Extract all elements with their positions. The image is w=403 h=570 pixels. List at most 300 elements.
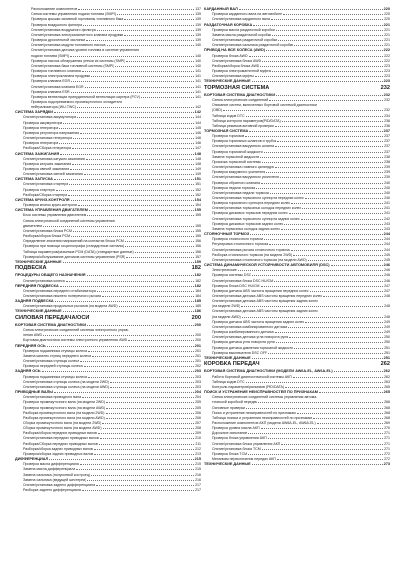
toc-page-number: 220 — [384, 12, 390, 17]
toc-entry-title: Снятие/установка генератора — [23, 136, 72, 141]
toc-entry-title: Разборка/Сборка стартера — [23, 192, 68, 197]
toc-page-number: 200 — [194, 323, 201, 327]
toc-page-number: 185 — [195, 304, 201, 309]
toc-entry-title: Снятие/установка ступицы колеса — [23, 359, 80, 364]
toc-entry-title: Замена масла дифференциала — [23, 467, 76, 472]
toc-page-number: 271 — [384, 431, 390, 436]
toc-page-number: 141 — [195, 79, 201, 84]
toc-entry-title: Замена шпилек ступиц переднего колеса — [23, 353, 92, 358]
toc-entry-title: Проверка при помощи осциллографа (стандартные сигналы) — [23, 244, 125, 249]
toc-dot-leader — [68, 195, 194, 196]
toc-entry-title: Контроль параметров/разъемов (PID/DATA) — [212, 384, 285, 389]
toc-dot-leader — [239, 9, 383, 10]
toc-page-number: 141 — [195, 84, 201, 89]
toc-page-number: 200 — [191, 314, 201, 321]
toc-dot-leader — [281, 229, 383, 230]
toc-page-number: 247 — [384, 288, 390, 293]
toc-page-number: 216 — [195, 477, 201, 482]
toc-page-number: 139 — [195, 32, 201, 37]
toc-page-number: 157 — [195, 254, 201, 259]
toc-entry-title: Снятие/установка тормозного суппорта передних колес — [212, 196, 304, 201]
toc-page-number: 245 — [384, 257, 390, 262]
toc-entry-title: Проверка датчика ABS частоты вращения задних колес — [212, 319, 305, 324]
toc-entry-title: Снятие/установка блока управления АКП — [212, 441, 281, 446]
toc-entry-title: двигателем — [23, 223, 42, 228]
toc-dot-leader — [262, 449, 383, 450]
toc-dot-leader — [66, 281, 194, 282]
toc-page-number: 241 — [384, 206, 390, 211]
toc-dot-leader — [60, 286, 194, 287]
toc-entry-title: Бортовая диагностика системы электронного управления AWD — [23, 338, 128, 343]
toc-entry-title: Таблица контроля параметров(PID/DATA) — [212, 118, 281, 123]
toc-page-number: 215 — [195, 462, 201, 467]
toc-page-number: 148 — [195, 161, 201, 166]
toc-dot-leader — [87, 275, 194, 276]
toc-page-number: 271 — [384, 446, 390, 451]
toc-section-heading — [15, 313, 201, 321]
toc-page-number: 246 — [384, 273, 390, 278]
toc-entry-title: Таблица поиска и устранения неисправностей по признакам — [212, 415, 312, 420]
toc-dot-leader — [284, 224, 383, 225]
toc-entry-title: ПРИВОДНЫЕ ВАЛЫ — [15, 390, 54, 395]
toc-dot-leader — [289, 213, 383, 214]
toc-page-number: 241 — [384, 201, 390, 206]
toc-dot-leader — [128, 340, 194, 341]
toc-entry-title: Проверка масла раздаточной коробки — [212, 27, 275, 32]
toc-page-number: 156 — [195, 244, 201, 249]
toc-entry-title: Снятие/установка заднего дифференциала — [23, 482, 96, 487]
toc-dot-leader — [275, 126, 384, 127]
toc-page-number: 240 — [384, 190, 390, 195]
toc-entry-title: Снятие/установка клапана EGR — [31, 84, 84, 89]
toc-dot-leader — [125, 241, 194, 242]
toc-entry-title: тической коробкой передач — [212, 400, 258, 405]
toc-entry-title: Снятие/установка аккумулятора — [23, 115, 76, 120]
toc-dot-leader — [238, 270, 383, 271]
toc-entry-title: Проверка вакуумного усилителя — [212, 170, 266, 175]
toc-entry-title: Таблица параметров/разъемов PCM (DATA) (стандартные данные) — [23, 249, 134, 254]
toc-entry-title: РАЗДАТОЧНАЯ КОРОБКА — [204, 22, 253, 27]
toc-dot-leader — [88, 351, 194, 352]
toc-entry-title: Проверка тормозного суппорта передних колес — [212, 201, 291, 206]
toc-entry-title: Проверка клапана EGR — [31, 79, 71, 84]
toc-dot-leader — [276, 30, 383, 31]
toc-page-number: 217 — [195, 488, 201, 492]
toc-entry-title: Проверка катушек зажигания — [23, 161, 72, 166]
toc-dot-leader — [294, 45, 383, 46]
toc-page-number: 208 — [195, 426, 201, 431]
toc-entry-title: Снятие/установка свечей зажигания — [23, 172, 83, 177]
toc-entry-title: СИСТЕМА УПРАВЛЕНИЯ ДВИГАТЕЛЕМ — [15, 208, 88, 213]
toc-dot-leader — [317, 423, 383, 424]
toc-dot-leader — [84, 366, 195, 367]
toc-dot-leader — [288, 327, 383, 328]
toc-page-number: 182 — [194, 273, 201, 278]
toc-entry-title: ТЕХНИЧЕСКИЕ ДАННЫЕ — [204, 79, 251, 84]
toc-entry-title: Проверка масла дифференциала — [23, 462, 79, 467]
toc-dot-leader — [71, 200, 194, 201]
toc-dot-leader — [99, 444, 195, 445]
toc-entry-title: Проверка дисковых тормозов задних колес — [212, 221, 284, 226]
toc-page-number: 139 — [195, 22, 201, 27]
toc-entry-title: Снятие/установка модуля топливного насоса — [31, 43, 106, 48]
toc-dot-leader — [70, 169, 194, 170]
toc-page-number: 236 — [384, 123, 390, 128]
toc-entry-title: Разборка/Сборка генератора — [23, 146, 71, 151]
toc-dot-leader — [91, 475, 194, 476]
toc-dot-leader — [73, 138, 194, 139]
toc-entry-title: Таблица режимов активной проверки — [212, 123, 274, 128]
toc-dot-leader — [305, 322, 383, 323]
toc-entry-title: Проверка карданного вала на автомобиле — [212, 12, 283, 17]
toc-page-number: 221 — [383, 22, 390, 27]
toc-page-number: 271 — [384, 436, 390, 441]
toc-page-number: 215 — [195, 467, 201, 472]
toc-page-number: 221 — [384, 43, 390, 48]
toc-page-number: 249 — [384, 324, 390, 329]
toc-entry-title: Снятие/установка стартера — [23, 182, 69, 187]
toc-entry-title: Снятие/установка ступицы колеса (на модели AWD) — [23, 384, 110, 389]
toc-page-number: 246 — [383, 263, 390, 268]
toc-dot-leader — [302, 208, 383, 209]
toc-entry-title: Блок системы управления двигателем — [23, 213, 87, 218]
toc-entry-title: Замена тормозных колодок задних колес — [212, 226, 280, 231]
toc-page-number: 265 — [383, 390, 390, 395]
toc-dot-leader — [59, 128, 194, 129]
toc-entry-title: Проверка подогреваемого промежуточного охладителя — [31, 99, 123, 104]
toc-page-number: 185 — [194, 299, 201, 304]
toc-entry-title: ТЕХНИЧЕСКИЕ ДАННЫЕ — [15, 259, 62, 264]
toc-page-number: 156 — [195, 239, 201, 244]
toc-dot-leader — [262, 162, 383, 163]
toc-entry-title: Проверка дроссельной заслонки — [31, 38, 86, 43]
toc-page-number: 240 — [384, 185, 390, 190]
toc-dot-leader — [252, 464, 383, 465]
toc-dot-leader — [285, 387, 383, 388]
toc-entry-title: Снятие/установка электромагнитного клапана продувки — [31, 32, 124, 37]
toc-entry-title: ПРИВОД НА ВСЕ КОЛЕСА (AWD) — [204, 48, 265, 53]
toc-dot-leader — [102, 423, 194, 424]
toc-dot-leader — [117, 14, 194, 15]
toc-page-number: 249 — [384, 330, 390, 335]
toc-page-number: 269 — [384, 420, 390, 425]
toc-entry-title: Снятие/установка комбинированного датчика — [212, 324, 288, 329]
toc-page-number: 149 — [195, 167, 201, 171]
toc-entry-title: Проверка подшипника ступицы колеса — [23, 348, 87, 353]
toc-page-number: 206 — [195, 410, 201, 415]
toc-page-number: 184 — [195, 288, 201, 293]
toc-page-number: 142 — [194, 110, 201, 115]
toc-page-number: 244 — [383, 232, 390, 237]
toc-dot-leader — [274, 281, 383, 282]
toc-dot-leader — [289, 337, 383, 338]
toc-page-number: 239 — [384, 170, 390, 175]
toc-entry-title: Снятие/установка катушек зажигания — [23, 156, 85, 161]
toc-dot-leader — [119, 306, 195, 307]
toc-dot-leader — [92, 356, 194, 357]
toc-dot-leader — [60, 154, 194, 155]
toc-entry-title: СТОЯНОЧНЫЙ ТОРМОЗ — [204, 232, 250, 237]
toc-page-number: 223 — [384, 74, 390, 79]
toc-dot-leader — [59, 143, 194, 144]
toc-page-number: 146 — [195, 130, 201, 135]
toc-page-number: 221 — [384, 38, 390, 43]
toc-dot-leader — [260, 66, 383, 67]
toc-entry-title: БОРТОВАЯ СИСТЕМА ДИАГНОСТИКИ — [15, 323, 87, 327]
toc-entry-title: Разборка/сборка блока PCM — [23, 234, 71, 239]
toc-entry-title: Проверка тормозной жидкости — [212, 149, 263, 154]
toc-entry-title: ТЕХНИЧЕСКИЕ ДАННЫЕ — [15, 309, 62, 314]
toc-page-number: 262 — [383, 369, 390, 374]
toc-entry-title: ТОРМОЗНАЯ СИСТЕМА — [204, 84, 270, 91]
toc-page-number: 262 — [384, 374, 390, 379]
toc-page-number: 156 — [195, 249, 201, 254]
toc-page-number: 184 — [195, 293, 201, 298]
toc-dot-leader — [96, 485, 194, 486]
toc-entry-title: Снятие/установка передних приводных валов — [23, 436, 99, 441]
toc-entry-title: Проверка генератора — [23, 141, 59, 146]
toc-page-number: 141 — [195, 89, 201, 94]
toc-dot-leader — [253, 25, 382, 26]
toc-entry-title: СИСТЕМА КРУИЗ-КОНТРОЛЯ — [15, 197, 70, 202]
toc-entry-title: Замена тормозной жидкости — [212, 154, 260, 159]
toc-entry-title: ПОДВЕСКА — [15, 265, 47, 272]
toc-page-number: 221 — [384, 32, 390, 37]
toc-dot-leader — [102, 296, 194, 297]
toc-entry-title: Схема электрических соединений — [212, 98, 269, 103]
toc-dot-leader — [305, 198, 383, 199]
toc-dot-leader — [69, 184, 194, 185]
toc-entry-title: Проверка электроклапана продувки — [31, 74, 91, 79]
toc-dot-leader — [266, 172, 383, 173]
toc-entry-title: подачи топлива (SMPI) — [31, 53, 69, 58]
toc-entry-title: ЗАДНЯЯ ПОДВЕСКА — [15, 299, 54, 304]
toc-page-number: 222 — [384, 53, 390, 58]
toc-entry-title: (OBD) — [212, 108, 223, 113]
toc-entry-title: Проверка уровня масла АКП — [212, 426, 260, 431]
toc-dot-leader — [47, 346, 194, 347]
toc-entry-title: нейтрализатора (WU-TWC) — [31, 105, 77, 110]
toc-dot-leader — [87, 480, 194, 481]
toc-entry-title: Снятие/установка раздаточной коробки — [212, 38, 278, 43]
toc-entry-title: Проверка/обслуживание датчиков системы управления (PSR) — [23, 254, 126, 259]
toc-page-number: 266 — [384, 400, 390, 405]
toc-entry-title: Проверка блока управления АКП — [212, 436, 267, 441]
toc-page-number: 243 — [384, 226, 390, 231]
toc-page-number: 213 — [195, 451, 201, 456]
toc-dot-leader — [275, 146, 383, 147]
toc-dot-leader — [49, 459, 193, 460]
toc-entry-title: Проверка тормозных шлангов и трубок — [212, 139, 277, 144]
toc-dot-leader — [63, 262, 194, 263]
toc-dot-leader — [107, 45, 195, 46]
toc-dot-leader — [86, 159, 194, 160]
toc-entry-title: Снятие/установка датчика ABS частоты вращения задних колес — [212, 309, 318, 314]
toc-page-number: 182 — [191, 265, 201, 272]
toc-dot-leader — [42, 371, 194, 372]
toc-dot-leader — [70, 56, 194, 57]
toc-entry-title: Схема системы управления подачи топлива (SMPI) — [31, 12, 117, 17]
toc-dot-leader — [126, 61, 194, 62]
toc-dot-leader — [291, 250, 384, 251]
toc-dot-leader — [77, 117, 194, 118]
toc-entry-title: Проверка вентиляции принудительной вентиляции картера (PCV) — [31, 94, 141, 99]
toc-entry-title: Проверка датчика ABS частоты вращения передних колес — [212, 288, 309, 293]
toc-dot-leader — [125, 246, 194, 247]
toc-page-number: 140 — [195, 43, 201, 48]
toc-dot-leader — [63, 311, 194, 312]
toc-dot-leader — [272, 35, 383, 36]
toc-entry-title: Снятие/установка блока TCM — [212, 446, 261, 451]
toc-page-number: 139 — [195, 17, 201, 22]
toc-page-number: 251 — [383, 355, 390, 360]
toc-page-number: 248 — [384, 304, 390, 309]
toc-entry-title: Схема электрических соединений системы управления автома- — [212, 395, 318, 400]
toc-dot-leader — [82, 490, 194, 491]
toc-page-number: 140 — [195, 63, 201, 68]
toc-page-number: 247 — [384, 283, 390, 288]
toc-page-number: 139 — [195, 27, 201, 32]
toc-entry-title: ПЕРЕДНЯЯ ОСЬ — [15, 343, 46, 348]
toc-entry-title: Схема электрических соединений системы электронного управ- — [23, 328, 129, 333]
toc-dot-leader — [258, 402, 383, 403]
toc-entry-title: Схема электрической соединений системы управления — [23, 218, 115, 223]
toc-dot-leader — [83, 25, 194, 26]
toc-page-number: 201 — [195, 359, 201, 364]
toc-dot-leader — [261, 183, 383, 184]
toc-entry-title: Снятие/установка карданного вала — [212, 17, 270, 22]
toc-dot-leader — [73, 231, 194, 232]
toc-page-number: 211 — [195, 441, 201, 446]
toc-page-number: 220 — [384, 17, 390, 22]
toc-page-number: 239 — [384, 165, 390, 170]
toc-page-number: 209 — [195, 431, 201, 436]
toc-page-number: 220 — [383, 7, 390, 12]
toc-dot-leader — [97, 30, 194, 31]
toc-dot-leader — [110, 387, 194, 388]
toc-page-number: 248 — [384, 293, 390, 298]
toc-dot-leader — [56, 190, 194, 191]
toc-dot-leader — [291, 203, 383, 204]
toc-entry-title: ПРОЦЕДУРЫ ОБЩЕГО НАЗНАЧЕНИЯ — [15, 273, 86, 278]
toc-page-number: 148 — [195, 156, 201, 161]
toc-entry-title: Снятие/установка блока AWD — [212, 58, 262, 63]
toc-dot-leader — [115, 66, 194, 67]
toc-entry-title: Разборка заднего дифференциала — [23, 488, 81, 492]
toc-page-number: 146 — [195, 136, 201, 141]
toc-dot-leader — [126, 257, 194, 258]
toc-dot-leader — [91, 76, 194, 77]
toc-dot-leader — [82, 397, 194, 398]
toc-page-number: 234 — [384, 113, 390, 118]
toc-page-number: 268 — [384, 415, 390, 420]
toc-entry-title: Проверка генератора — [23, 125, 59, 130]
toc-dot-leader — [264, 239, 383, 240]
toc-dot-leader — [269, 100, 383, 101]
toc-page-number: 147 — [195, 146, 201, 151]
toc-section-heading — [204, 360, 390, 368]
toc-page-number: 222 — [384, 58, 390, 63]
toc-page-number: 146 — [195, 141, 201, 146]
toc-dot-leader — [270, 193, 383, 194]
toc-page-number: 223 — [383, 79, 390, 84]
toc-page-number: 151 — [194, 177, 201, 182]
toc-dot-leader — [262, 61, 383, 62]
toc-page-number: 149 — [195, 172, 201, 177]
toc-entry-title: Снятие/установка вакуумного усилителя — [212, 175, 279, 180]
toc-entry-title: ТЕХНИЧЕСКИЕ ДАННЫЕ — [204, 355, 251, 360]
toc-page-number: 273 — [383, 462, 390, 467]
toc-dot-leader — [72, 164, 194, 165]
toc-entry-title: Снятие/установка вакуумного шланга — [212, 144, 274, 149]
toc-page-number: 251 — [384, 350, 390, 355]
toc-page-number: 246 — [384, 278, 390, 283]
toc-entry-title: Снятие/установка рычага стояночного тормоза — [212, 247, 290, 252]
toc-page-number: 238 — [384, 159, 390, 164]
toc-entry-title: Расположение компонентов АКП (модели AW6A-EL, AW6A-EL) — [212, 420, 316, 425]
toc-entry-title: СИСТЕМА ЗАРЯДКИ — [15, 110, 53, 115]
toc-page-number: 182 — [194, 283, 201, 288]
toc-entry-title: Таблица кодов DTC — [212, 113, 245, 118]
toc-dot-leader — [89, 210, 194, 211]
toc-entry-title: Снятие/установка сальника раздаточной коробки — [212, 43, 294, 48]
toc-dot-leader — [54, 392, 194, 393]
toc-dot-leader — [82, 71, 194, 72]
toc-page-number: 243 — [384, 221, 390, 226]
toc-page-number: 155 — [195, 213, 201, 218]
toc-dot-leader — [246, 408, 383, 409]
toc-page-number: 249 — [384, 319, 390, 324]
toc-dot-leader — [308, 260, 383, 261]
toc-entry-title: Снятие/установка блока DSC HU/CM — [212, 278, 274, 283]
toc-page-number: 159 — [194, 259, 201, 264]
toc-dot-leader — [76, 469, 194, 470]
toc-dot-leader — [276, 95, 383, 96]
toc-page-number: 201 — [195, 353, 201, 358]
toc-page-number: 207 — [195, 420, 201, 425]
toc-page-number: 265 — [384, 384, 390, 389]
toc-page-number: 240 — [384, 196, 390, 201]
toc-page-number: 221 — [384, 27, 390, 32]
toc-page-number: 240 — [384, 180, 390, 185]
toc-dot-leader — [252, 275, 383, 276]
toc-entry-title: Основные проверки — [212, 405, 246, 410]
toc-page-number: 241 — [384, 211, 390, 216]
toc-entry-title: БОРТОВАЯ СИСТЕМА ДИАГНОСТИКИ — [204, 92, 276, 97]
toc-dot-leader — [245, 136, 383, 137]
toc-entry-title: ления AWD — [23, 333, 43, 338]
toc-page-number: 151 — [195, 182, 201, 187]
toc-page-number: 206 — [195, 415, 201, 420]
toc-entry-title: Сборка промежуточного вала (на модели 2WD) — [23, 420, 102, 425]
toc-dot-leader — [106, 402, 194, 403]
toc-dot-leader — [249, 131, 382, 132]
toc-page-number: 205 — [195, 400, 201, 405]
toc-dot-leader — [106, 413, 195, 414]
toc-dot-leader — [293, 377, 383, 378]
toc-page-number: 251 — [384, 345, 390, 350]
toc-page-number: 200 — [195, 338, 201, 343]
toc-entry-title: КОРОБКА ПЕРЕДАЧ — [204, 361, 260, 368]
toc-page-number: 139 — [195, 12, 201, 17]
toc-dot-leader — [106, 408, 194, 409]
toc-entry-title: Проверка тормозов — [212, 134, 245, 139]
toc-entry-title: Работа бортовой диагностической системы АКП — [212, 374, 292, 379]
toc-dot-leader — [271, 19, 383, 20]
toc-dot-leader — [283, 14, 383, 15]
toc-page-number: 145 — [195, 125, 201, 130]
toc-entry-title: Проверка воздушного фильтра — [31, 22, 83, 27]
